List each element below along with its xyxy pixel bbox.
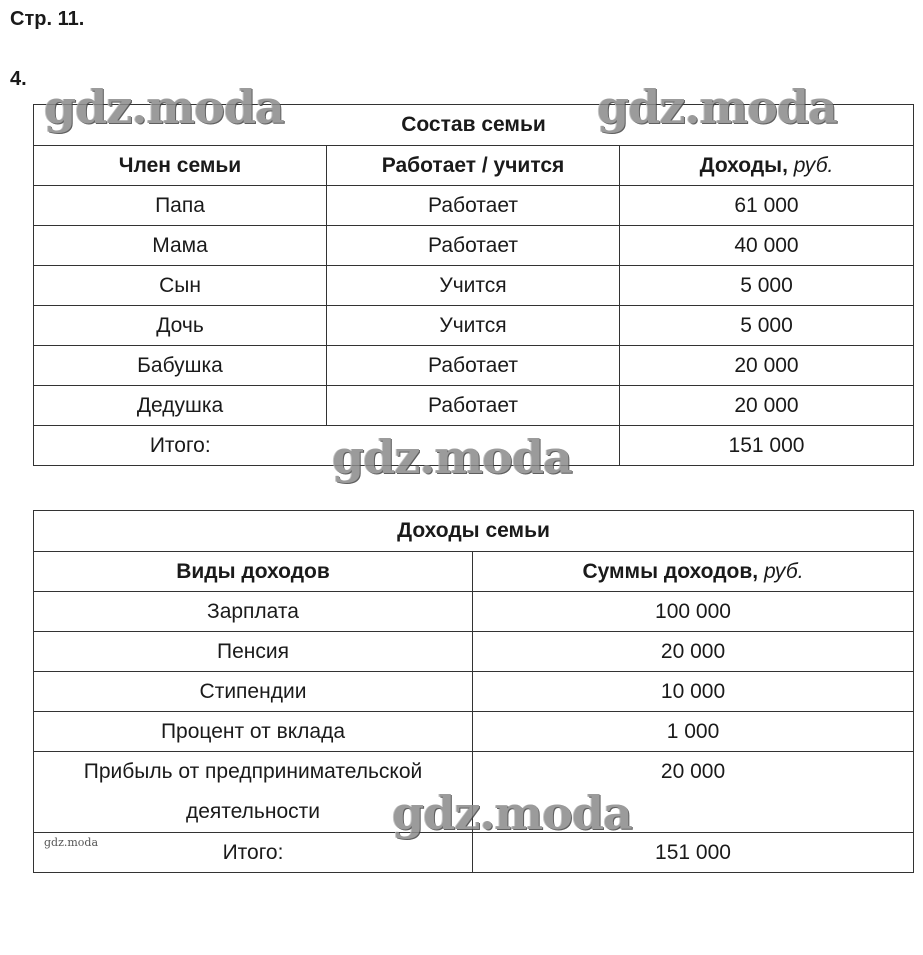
income-cell: 5 000	[620, 306, 914, 346]
header-amount-label: Суммы доходов,	[582, 559, 759, 583]
table-row	[34, 226, 914, 266]
table-row	[34, 266, 914, 306]
header-member: Член семьи	[34, 146, 327, 186]
header-income-amount	[473, 552, 914, 592]
table-row	[34, 712, 914, 752]
income-type-cell: Процент от вклада	[34, 712, 473, 752]
income-amount-cell: 20 000	[473, 632, 914, 672]
income-type-cell: Стипендии	[34, 672, 473, 712]
business-type-line2: деятельности	[186, 800, 320, 823]
income-table-title: Доходы семьи	[34, 511, 914, 552]
total-label: Итого:	[34, 833, 473, 873]
business-type-line1: Прибыль от предпринимательской	[83, 760, 423, 783]
income-type-cell	[34, 752, 473, 833]
income-cell: 20 000	[620, 386, 914, 426]
table-row	[34, 592, 914, 632]
status-cell: Работает	[327, 226, 620, 266]
status-cell: Работает	[327, 386, 620, 426]
total-row	[34, 833, 914, 873]
table-row	[34, 632, 914, 672]
table-row	[34, 186, 914, 226]
watermark-logo: gdz.moda	[392, 786, 632, 840]
table-row	[34, 346, 914, 386]
member-cell: Дедушка	[34, 386, 327, 426]
status-cell: Учится	[327, 266, 620, 306]
watermark-logo: gdz.moda	[44, 80, 284, 134]
header-status: Работает / учится	[327, 146, 620, 186]
family-table-title: Состав семьи	[34, 105, 914, 146]
member-cell: Сын	[34, 266, 327, 306]
status-cell: Учится	[327, 306, 620, 346]
watermark-small: gdz.moda	[44, 836, 99, 849]
member-cell: Папа	[34, 186, 327, 226]
header-income-label: Доходы,	[699, 153, 788, 177]
total-label: Итого:	[34, 426, 327, 466]
income-amount-cell: 1 000	[473, 712, 914, 752]
status-cell: Работает	[327, 186, 620, 226]
income-amount-cell: 100 000	[473, 592, 914, 632]
table-row	[34, 672, 914, 712]
watermark-logo: gdz.moda	[597, 80, 837, 134]
total-row	[34, 426, 914, 466]
table-row	[34, 306, 914, 346]
exercise-number: 4.	[10, 68, 27, 90]
member-cell: Дочь	[34, 306, 327, 346]
member-cell: Бабушка	[34, 346, 327, 386]
header-income	[620, 146, 914, 186]
total-value: 151 000	[473, 833, 914, 873]
status-cell: Работает	[327, 346, 620, 386]
income-amount-cell: 10 000	[473, 672, 914, 712]
income-cell: 5 000	[620, 266, 914, 306]
total-value: 151 000	[620, 426, 914, 466]
income-type-cell: Пенсия	[34, 632, 473, 672]
header-income-unit: руб.	[793, 153, 834, 177]
header-amount-unit: руб.	[763, 559, 804, 583]
income-type-cell: Зарплата	[34, 592, 473, 632]
watermark-logo: gdz.moda	[332, 430, 572, 484]
income-cell: 61 000	[620, 186, 914, 226]
income-cell: 20 000	[620, 346, 914, 386]
header-income-type: Виды доходов	[34, 552, 473, 592]
member-cell: Мама	[34, 226, 327, 266]
family-income-table	[33, 510, 914, 873]
page-label: Стр. 11.	[10, 8, 85, 30]
table-row	[34, 752, 914, 833]
table-row	[34, 386, 914, 426]
income-amount-cell: 20 000	[473, 752, 914, 833]
family-composition-table	[33, 104, 914, 466]
income-cell: 40 000	[620, 226, 914, 266]
total-empty-cell	[327, 426, 620, 466]
